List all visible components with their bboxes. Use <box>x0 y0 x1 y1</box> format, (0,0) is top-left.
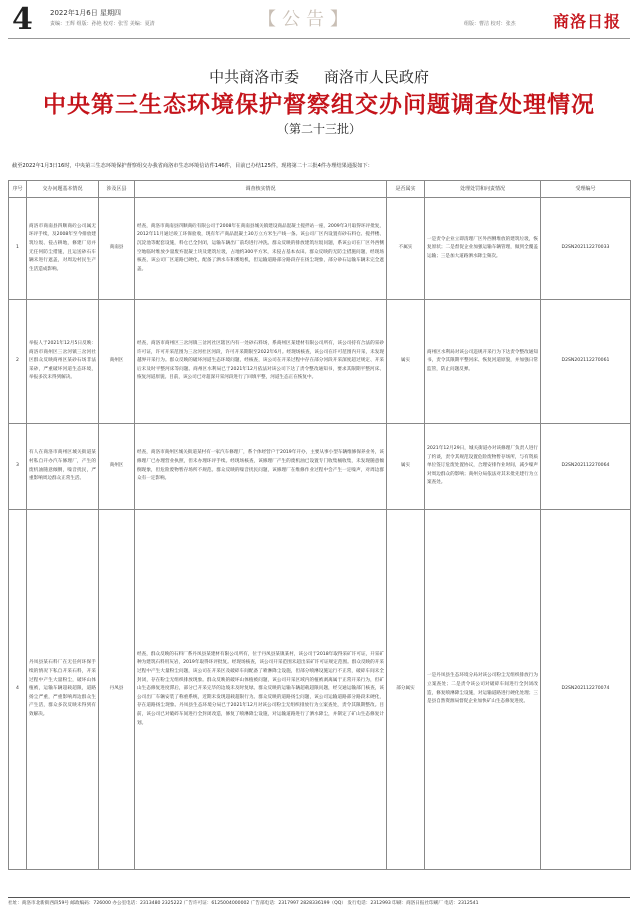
row-no: 2 <box>9 300 27 424</box>
footer-contact: 社址：商洛市北新街西段59号 邮政编码：726000 办公室电话：2313480 2325222 广告许可证：6125004000002 广告部电话：2317997 2828336199（QQ） 发行电话：2312993 印刷：商洛日报社印刷厂 电话：2312541 <box>8 901 479 906</box>
intro-paragraph: 截至2022年1月3日16时，中央第三生态环境保护督察组交办我省商洛市生态环境信访件146件，目前已办结125件，现将第二十三批4件办理结果通报如下： <box>12 163 373 169</box>
header-finding: 调查核实情况 <box>135 181 387 198</box>
row-no: 4 <box>9 510 27 870</box>
header-county: 涉及区县 <box>99 181 135 198</box>
editor-credits-left: 责编：王辉 组版：孙艳 校对：张雪 美编：夏清 <box>50 21 155 27</box>
row-finding: 经查，商洛市商南县四顺商砼有限公司于2008年在商南县城关镇建设商品混凝土搅拌站一座，2009年3月取得环评批复，2012年11月通过竣工环保验收，现有年产商品混凝土30万立方米生产线一条。该公司厂区内设置有砂石料仓、搅拌楼、沉淀池等配套设施，料仓已全封闭，运输车辆出厂前均进行冲洗。群众反映的排放建筑垃圾问题，系该公司在厂区外西侧空地临时堆放少量废弃混凝土块及建筑垃圾，占地约300平方米，未侵占基本农田。群众反映的无防尘措施问题，经现场核查，该公司厂区道路已硬化，配备了洒水车和雾炮机，但运输道路部分路段存在扬尘现象，部分砂石运输车辆未完全遮盖。 <box>135 198 387 300</box>
header-true: 是否属实 <box>387 181 425 198</box>
row-true: 属实 <box>387 424 425 510</box>
row-issue: 丹凤县某石料厂在无任何环保手续的情况下私自开采石料，开采过程中产生大量粉尘，破坏山体植被，运输车辆超载超限，道路扬尘严重，严重影响周边群众生产生活，群众多次反映未得到有效解决。 <box>27 510 99 870</box>
header-id: 受理编号 <box>541 181 631 198</box>
org-party-committee: 中共商洛市委 <box>209 68 300 86</box>
row-id: D2SN202112270064 <box>541 424 631 510</box>
row-handling: 一是责令企业立即清理厂区外西侧堆放的建筑垃圾，恢复原状；二是督促企业加强运输车辆管理，做到全覆盖运输；三是加大道路洒水降尘频次。 <box>425 198 541 300</box>
row-finding: 经查，商洛市商州区城关街道某村有一家汽车修理厂，系个体经营户于2019年开办，主要从事小型车辆维修保养业务，该修理厂已办理营业执照，但未办理环评手续。经现场核查，该修理厂产生的废机油已设置专门收集桶收集，未发现随意倾倒现象，但危险废物暂存场所不规范。群众反映的噪音扰民问题，该修理厂在维修作业过程中会产生一定噪声，对周边群众有一定影响。 <box>135 424 387 510</box>
issue-date: 2022年1月6日 星期四 <box>50 9 121 17</box>
issuing-organizations <box>0 66 638 87</box>
batch-number: （第二十三批） <box>276 122 361 136</box>
row-county: 商南县 <box>99 198 135 300</box>
row-true: 部分属实 <box>387 510 425 870</box>
row-id: D2SN202112270033 <box>541 198 631 300</box>
table-row <box>9 424 631 510</box>
row-issue: 商洛市商南县四顺商砼公司属无环评手续，及2008年至今排放建筑垃圾、侵占耕地，修建厂房并无任何防尘措施，且运送砂石车辆未进行遮盖，对周边村民生产生活造成影响。 <box>27 198 99 300</box>
header-no: 序号 <box>9 181 27 198</box>
section-title: 【公告】 <box>258 9 354 30</box>
row-id: D2SN202112270074 <box>541 510 631 870</box>
header-issue: 交办问题基本情况 <box>27 181 99 198</box>
case-table <box>8 180 631 870</box>
table-header-row <box>9 181 631 198</box>
row-finding: 经查，群众反映的石料厂系丹凤县某建材有限公司所有，位于丹凤县某镇某村，该公司于2018年取得采矿许可证，开采矿种为建筑石料用灰岩，2019年取得环评批复。经现场核查，该公司开采范围未超出采矿许可证规定范围。群众反映的开采过程中产生大量粉尘问题，该公司在开采区及破碎车间配备了喷淋降尘设施，但部分喷淋设施运行不正常，破碎车间未全封闭，存在粉尘无组织排放现象。群众反映的破坏山体植被问题，该公司开采区域内的植被剥离属于正常开采行为，但矿山生态修复进度滞后，部分已开采完毕的边坡未及时复绿。群众反映的运输车辆超载超限问题，经交通运输部门核查，该公司出厂车辆安装了称重系统，近期未发现超载超限行为。群众反映的道路扬尘问题，该公司运输道路部分路段未硬化，存在道路扬尘现象。丹凤县生态环境分局已于2021年12月对该公司粉尘无组织排放行为立案查处，责令其限期整改。目前，该公司已对破碎车间进行全封闭改造，修复了喷淋降尘设施，对运输道路进行了洒水降尘，并制定了矿山生态修复计划。 <box>135 510 387 870</box>
row-finding: 经查，商洛市商州区三岔河镇三岔河社区辖区内有一处砂石料场，系商州区某建材有限公司所有，该公司持有合法的采砂许可证，许可开采范围为三岔河社区河段，许可开采期限至2022年6月。经现场核查，该公司在许可范围内开采，未发现越界开采行为。群众反映的破坏河道生态环境问题，经核查，该公司在开采过程中存在部分河段开采深度超过规定、开采后未及时平整河床等问题。商州区水利局已于2021年12月依法对该公司下达了责令整改通知书，要求其限期平整河床、恢复河道原貌。目前，该公司已对超深开采河段进行了回填平整，河道生态正在恢复中。 <box>135 300 387 424</box>
table-row <box>9 510 631 870</box>
row-handling: 商州区水利局对该公司违规开采行为下达责令整改通知书，责令其限期平整河床、恢复河道原貌，并加强日常监管，防止问题反弹。 <box>425 300 541 424</box>
page-number: 4 <box>12 2 33 37</box>
row-issue: 举报人于2021年12月5日反映：商洛市商州区三岔河镇三岔河社区群众反映商州区某砂石场非法采砂，严重破坏河道生态环境，举报多次未得到解决。 <box>27 300 99 424</box>
row-true: 不属实 <box>387 198 425 300</box>
org-government: 商洛市人民政府 <box>323 68 429 86</box>
headline: 中央第三生态环境保护督察组交办问题调查处理情况 <box>43 92 595 118</box>
row-county: 商州区 <box>99 424 135 510</box>
row-id: D2SN202112270061 <box>541 300 631 424</box>
row-issue: 有人在商洛市商州区城关街道某村私自开办汽车修理厂，产生的废机油随意倾倒，噪音扰民，严重影响周边群众正常生活。 <box>27 424 99 510</box>
table-row <box>9 300 631 424</box>
masthead <box>0 0 638 40</box>
footer-divider <box>8 897 630 898</box>
editor-credits-right: 组版：曹洁 校对：张杰 <box>464 21 516 27</box>
row-county: 商州区 <box>99 300 135 424</box>
row-no: 3 <box>9 424 27 510</box>
row-county: 丹凤县 <box>99 510 135 870</box>
row-handling: 一是丹凤县生态环境分局对该公司粉尘无组织排放行为立案查处；二是责令该公司对破碎车间进行全封闭改造，修复喷淋降尘设施，对运输道路进行硬化处理；三是县自然资源局督促企业加快矿山生态修复进度。 <box>425 510 541 870</box>
table-row <box>9 198 631 300</box>
row-true: 属实 <box>387 300 425 424</box>
header-handling: 处理处罚和问责情况 <box>425 181 541 198</box>
row-handling: 2021年12月29日，城关街道办对该修理厂负责人进行了约谈，责令其规范设置危险废物暂存场所，与有资质单位签订危废处置协议，合理安排作业时间，减少噪声对周边群众的影响；商州分局依法对其未批先建行为立案查处。 <box>425 424 541 510</box>
newspaper-logo: 商洛日报 <box>553 12 622 31</box>
row-no: 1 <box>9 198 27 300</box>
header-divider <box>8 38 630 39</box>
